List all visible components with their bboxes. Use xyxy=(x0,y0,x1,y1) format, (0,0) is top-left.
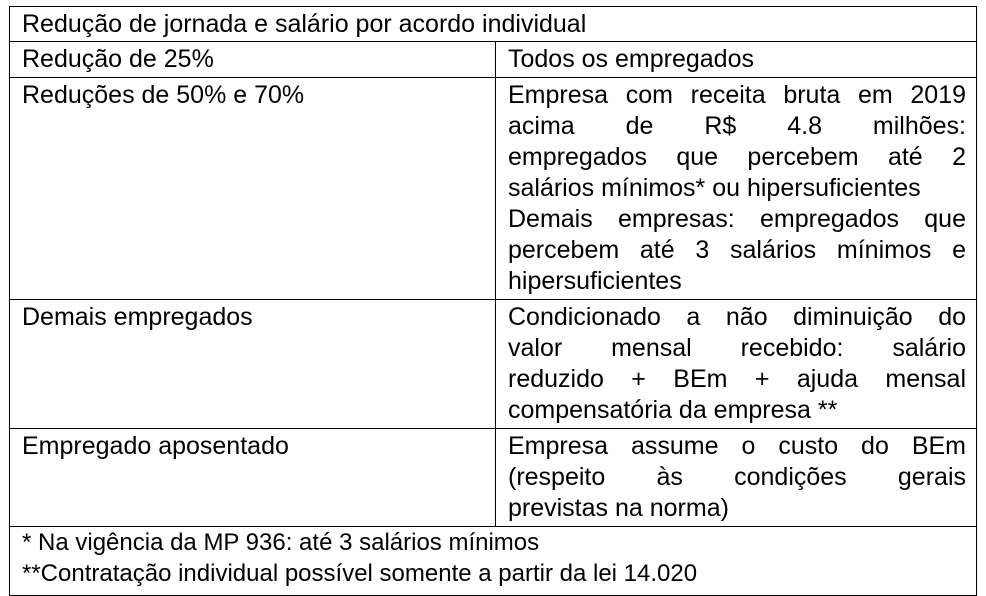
table-title: Redução de jornada e salário por acordo individual xyxy=(22,10,587,38)
description-line: hipersuficientes xyxy=(508,267,682,295)
row-description xyxy=(496,78,976,299)
description-line: Condicionado a não diminuição do xyxy=(508,303,966,331)
description-line: previstas na norma) xyxy=(508,494,729,522)
table-row xyxy=(10,299,976,428)
row-label: Empregado aposentado xyxy=(10,429,496,526)
table-notes-row xyxy=(10,526,976,595)
description-line: Empresa com receita bruta em 2019 xyxy=(508,81,966,109)
table-title-row xyxy=(10,7,976,41)
policy-table xyxy=(9,6,977,596)
description-line: Todos os empregados xyxy=(508,45,754,73)
description-line: acima de R$ 4.8 milhões: xyxy=(508,112,966,140)
row-label: Reduções de 50% e 70% xyxy=(10,78,496,299)
table-row xyxy=(10,428,976,526)
row-description xyxy=(496,429,976,526)
description-line: valor mensal recebido: salário xyxy=(508,334,966,362)
table-notes xyxy=(10,527,976,595)
row-description xyxy=(496,42,976,77)
row-label: Demais empregados xyxy=(10,300,496,428)
footnote: * Na vigência da MP 936: até 3 salários mínimos xyxy=(22,529,540,556)
description-line: empregados que percebem até 2 xyxy=(508,143,966,171)
row-label: Redução de 25% xyxy=(10,42,496,77)
table-row xyxy=(10,41,976,77)
description-line: percebem até 3 salários mínimos e xyxy=(508,236,966,264)
description-line: salários mínimos* ou hipersuficientes xyxy=(508,174,921,202)
table-row xyxy=(10,77,976,299)
row-description xyxy=(496,300,976,428)
description-line: (respeito às condições gerais xyxy=(508,463,966,491)
description-line: compensatória da empresa ** xyxy=(508,396,838,424)
description-line: reduzido + BEm + ajuda mensal xyxy=(508,365,966,393)
description-line: Demais empresas: empregados que xyxy=(508,205,966,233)
footnote: **Contratação individual possível somente a partir da lei 14.020 xyxy=(22,560,698,587)
description-line: Empresa assume o custo do BEm xyxy=(508,432,966,460)
